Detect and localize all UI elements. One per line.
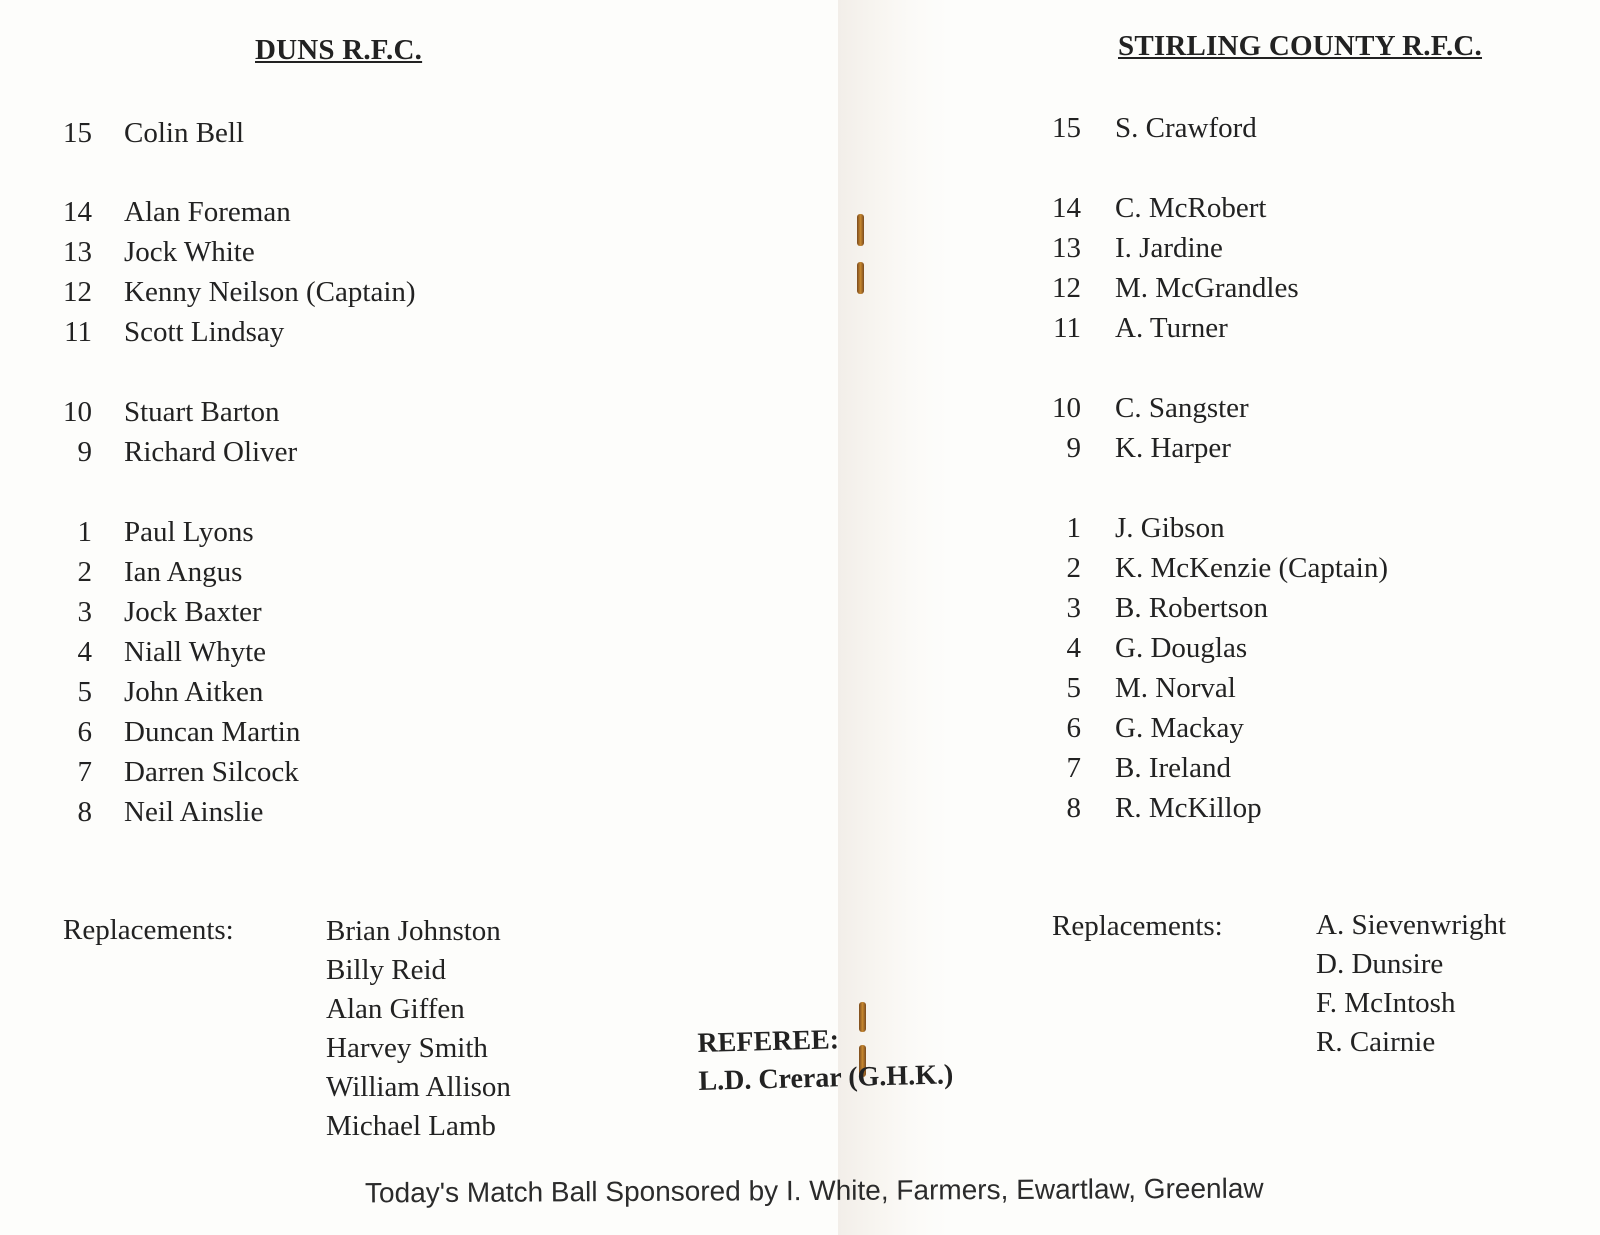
player-name: G. Douglas (1115, 632, 1248, 664)
duns-player-row (60, 314, 285, 350)
player-number: 3 (1066, 592, 1081, 624)
player-name: B. Robertson (1115, 592, 1269, 624)
referee-name: L.D. Crerar (G.H.K.) (698, 1059, 954, 1097)
player-name: Kenny Neilson (Captain) (124, 276, 416, 308)
stirling-replacements-label: Replacements: (1052, 910, 1223, 942)
replacement-player: D. Dunsire (1316, 948, 1444, 980)
duns-player-row (60, 234, 255, 270)
duns-player-row (60, 434, 298, 470)
duns-player-row (60, 674, 264, 710)
player-name: John Aitken (124, 676, 264, 708)
player-name: Richard Oliver (124, 436, 298, 468)
referee-block (697, 1018, 954, 1101)
stirling-replacements-list (1316, 906, 1506, 1062)
player-name: Colin Bell (124, 117, 245, 149)
replacement-player: Billy Reid (326, 954, 447, 986)
stirling-player-row (1047, 550, 1388, 586)
player-name: A. Turner (1115, 312, 1228, 344)
player-number: 4 (77, 636, 92, 668)
duns-player-row (60, 274, 416, 310)
replacement-player: Brian Johnston (326, 915, 501, 947)
player-number: 11 (64, 316, 92, 348)
player-name: Ian Angus (124, 556, 243, 588)
stirling-player-row (1047, 750, 1231, 786)
player-name: G. Mackay (1115, 712, 1244, 744)
stirling-player-row (1047, 310, 1228, 346)
player-name: Duncan Martin (124, 716, 301, 748)
duns-player-row (60, 794, 264, 830)
replacement-player: Harvey Smith (326, 1032, 488, 1064)
stirling-player-row (1047, 710, 1244, 746)
duns-replacements-label: Replacements: (63, 914, 234, 946)
player-number: 15 (1052, 112, 1081, 144)
player-number: 12 (63, 276, 92, 308)
replacement-player: R. Cairnie (1316, 1026, 1436, 1058)
player-name: Alan Foreman (124, 196, 291, 228)
stirling-player-row (1047, 510, 1225, 546)
player-number: 7 (1066, 752, 1081, 784)
player-number: 14 (1052, 192, 1081, 224)
player-number: 10 (1052, 392, 1081, 424)
player-name: R. McKillop (1115, 792, 1262, 824)
player-number: 2 (1066, 552, 1081, 584)
duns-player-row (60, 514, 254, 550)
player-number: 5 (1066, 672, 1081, 704)
player-number: 13 (1052, 232, 1081, 264)
replacement-player: F. McIntosh (1316, 987, 1456, 1019)
player-name: C. McRobert (1115, 192, 1267, 224)
stirling-player-row (1047, 430, 1231, 466)
player-name: K. McKenzie (Captain) (1115, 552, 1388, 584)
referee-label: REFEREE: (697, 1024, 840, 1059)
player-name: Jock White (124, 236, 255, 268)
player-number: 15 (63, 117, 92, 149)
player-number: 7 (77, 756, 92, 788)
staple-top-1 (857, 214, 864, 246)
stirling-team-title: STIRLING COUNTY R.F.C. (1118, 30, 1483, 62)
player-number: 13 (63, 236, 92, 268)
duns-player-row (60, 714, 301, 750)
duns-player-row (60, 634, 267, 670)
stirling-player-row (1047, 110, 1257, 146)
duns-player-row (60, 394, 280, 430)
player-number: 6 (1066, 712, 1081, 744)
player-number: 8 (1066, 792, 1081, 824)
replacement-player: A. Sievenwright (1316, 909, 1507, 941)
player-name: B. Ireland (1115, 752, 1231, 784)
player-name: M. McGrandles (1115, 272, 1299, 304)
player-number: 14 (63, 196, 92, 228)
player-name: K. Harper (1115, 432, 1231, 464)
duns-team-title: DUNS R.F.C. (255, 34, 423, 66)
player-name: Scott Lindsay (124, 316, 285, 348)
stirling-player-row (1047, 670, 1236, 706)
duns-player-row (60, 594, 262, 630)
stirling-player-row (1047, 270, 1299, 306)
duns-player-row (60, 554, 243, 590)
player-number: 1 (77, 516, 92, 548)
duns-player-row (60, 115, 245, 151)
player-name: Paul Lyons (124, 516, 254, 548)
stirling-player-row (1047, 230, 1223, 266)
stirling-player-row (1047, 790, 1262, 826)
player-name: Niall Whyte (124, 636, 267, 668)
stirling-player-row (1047, 390, 1249, 426)
player-name: S. Crawford (1115, 112, 1257, 144)
player-number: 4 (1066, 632, 1081, 664)
duns-player-row (60, 194, 291, 230)
player-name: J. Gibson (1115, 512, 1225, 544)
player-number: 6 (77, 716, 92, 748)
player-number: 12 (1052, 272, 1081, 304)
player-name: Jock Baxter (124, 596, 262, 628)
stirling-player-row (1047, 590, 1269, 626)
replacement-player: Michael Lamb (326, 1110, 496, 1142)
player-number: 11 (1053, 312, 1081, 344)
player-name: C. Sangster (1115, 392, 1249, 424)
player-number: 10 (63, 396, 92, 428)
player-name: Darren Silcock (124, 756, 299, 788)
player-name: M. Norval (1115, 672, 1236, 704)
duns-player-row (60, 754, 299, 790)
player-number: 8 (77, 796, 92, 828)
stirling-player-row (1047, 190, 1267, 226)
player-number: 9 (1066, 432, 1081, 464)
replacement-player: Alan Giffen (326, 993, 465, 1025)
player-name: Stuart Barton (124, 396, 280, 428)
player-number: 5 (77, 676, 92, 708)
match-ball-sponsor: Today's Match Ball Sponsored by I. White, Farmers, Ewartlaw, Greenlaw (364, 1172, 1264, 1209)
replacement-player: William Allison (326, 1071, 511, 1103)
player-number: 1 (1066, 512, 1081, 544)
player-number: 2 (77, 556, 92, 588)
player-name: Neil Ainslie (124, 796, 264, 828)
stirling-player-row (1047, 630, 1248, 666)
player-number: 3 (77, 596, 92, 628)
player-number: 9 (77, 436, 92, 468)
player-name: I. Jardine (1115, 232, 1223, 264)
duns-replacements-list (326, 912, 511, 1146)
staple-top-2 (857, 262, 864, 294)
